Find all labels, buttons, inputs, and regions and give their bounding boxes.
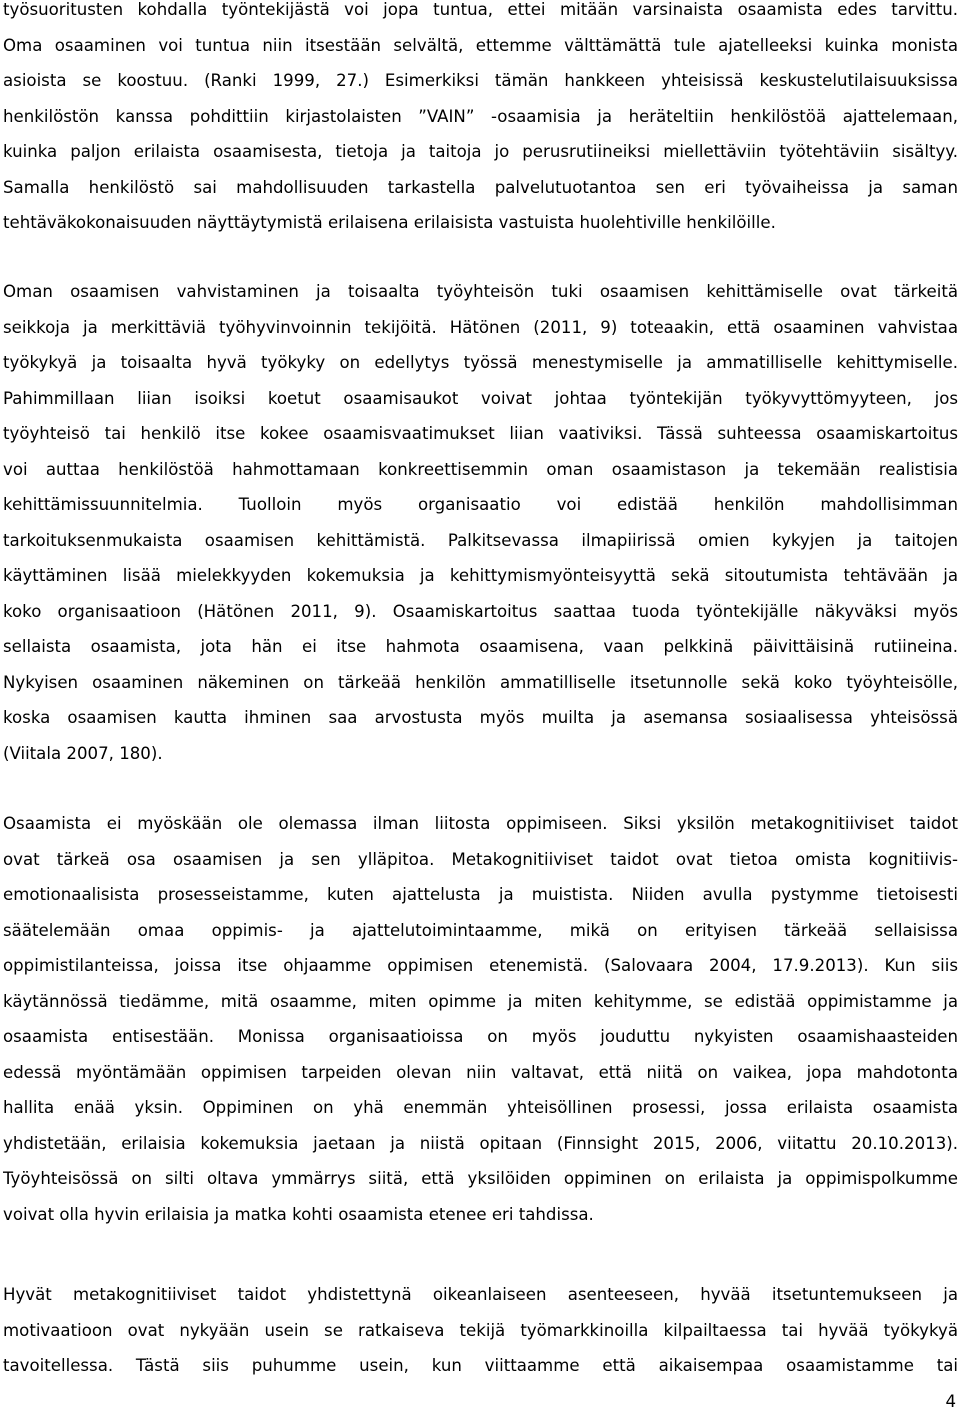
- text-line: Oman osaamisen vahvistaminen ja toisaalta työyhteisön tuki osaamisen kehittämiselle ovat tärkeitä: [3, 282, 958, 301]
- text-line: tavoitellessa. Tästä siis puhumme usein, kun viittaamme että aikaisempaa osaamistamme tai: [3, 1356, 958, 1375]
- text-line: seikkoja ja merkittäviä työhyvinvoinnin tekijöitä. Hätönen (2011, 9) toteaakin, että osaaminen vahvistaa: [3, 317, 958, 337]
- text-line: kuinka paljon erilaista osaamisesta, tietoja ja taitoja jo perusrutiineiksi miellettäviin työtehtäviin sisältyy.: [3, 142, 958, 161]
- text-line: Pahimmillaan liian isoiksi koetut osaamisaukot voivat johtaa työntekijän työkyvyttömyyteen, jos: [3, 388, 958, 408]
- text-line: voivat olla hyvin erilaisia ja matka kohti osaamista etenee eri tahdissa.: [3, 1204, 594, 1224]
- text-line: työkykyä ja toisaalta hyvä työkyky on edellytys työssä menestymiselle ja ammatilliselle kehittymiselle.: [3, 353, 958, 372]
- text-line: asioista se koostuu. (Ranki 1999, 27.) Esimerkiksi tämän hankkeen yhteisissä keskustelutilaisuuksissa: [3, 71, 958, 90]
- text-line: henkilöstön kanssa pohdittiin kirjastolaisten ”VAIN” -osaamisia ja heräteltiin henkilöstöä ajattelemaan,: [3, 106, 958, 126]
- text-line: voi auttaa henkilöstöä hahmottamaan konkreettisemmin oman osaamistason ja tekemään realistisia: [3, 459, 958, 479]
- text-line: Hyvät metakognitiiviset taidot yhdistettynä oikeanlaiseen asenteeseen, hyvää itsetuntemukseen ja: [3, 1285, 958, 1304]
- text-line: motivaatioon ovat nykyään usein se ratkaiseva tekijä työmarkkinoilla kilpailtaessa tai hyvää työkykyä: [3, 1320, 958, 1340]
- text-line: käytännössä tiedämme, mitä osaamme, miten opimme ja miten kehitymme, se edistää oppimistamme ja: [3, 991, 958, 1011]
- text-line: tehtäväkokonaisuuden näyttäytymistä erilaisena erilaisista vastuista huolehtiville henkilöille.: [3, 213, 776, 232]
- text-line: koska osaamisen kautta ihminen saa arvostusta myös muilta ja asemansa sosiaalisessa yhteisössä: [3, 708, 958, 727]
- text-line: emotionaalisista prosesseistamme, kuten ajattelusta ja muistista. Niiden avulla pystymme tietoisesti: [3, 885, 958, 904]
- text-line: Työyhteisössä on silti oltava ymmärrys siitä, että yksilöiden oppiminen on erilaista ja oppimispolkumme: [3, 1169, 958, 1188]
- text-line: koko organisaatioon (Hätönen 2011, 9). Osaamiskartoitus saattaa tuoda työntekijälle näkyväksi myös: [3, 601, 958, 621]
- text-line: sellaista osaamista, jota hän ei itse hahmota osaamisena, vaan pelkkinä päivittäisinä rutiineina.: [3, 637, 958, 656]
- text-line: Osaamista ei myöskään ole olemassa ilman liitosta oppimiseen. Siksi yksilön metakognitiiviset taidot: [3, 814, 958, 833]
- text-line: työsuoritusten kohdalla työntekijästä voi jopa tuntua, ettei mitään varsinaista osaamista edes tarvittu.: [3, 0, 958, 19]
- page-number: 4: [945, 1392, 956, 1411]
- text-line: tarkoituksenmukaista osaamisen kehittämistä. Palkitsevassa ilmapiirissä omien kykyjen ja taitojen: [3, 530, 958, 550]
- text-line: hallita enää yksin. Oppiminen on yhä enemmän yhteisöllinen prosessi, jossa erilaista osaamista: [3, 1098, 958, 1117]
- text-line: yhdistetään, erilaisia kokemuksia jaetaan ja niistä opitaan (Finnsight 2015, 2006, viitattu 20.10.2013).: [3, 1133, 958, 1153]
- text-line: oppimistilanteissa, joissa itse ohjaamme oppimisen etenemistä. (Salovaara 2004, 17.9.2013). Kun siis: [3, 956, 958, 975]
- text-line: edessä myöntämään oppimisen tarpeiden olevan niin valtavat, että niitä on vaikea, jopa mahdotonta: [3, 1062, 958, 1082]
- text-line: Oma osaaminen voi tuntua niin itsestään selvältä, ettemme välttämättä tule ajatelleeksi kuinka monista: [3, 35, 958, 55]
- text-line: kehittämissuunnitelmia. Tuolloin myös organisaatio voi edistää henkilön mahdollisimman: [3, 495, 958, 514]
- text-line: käyttäminen lisää mielekkyyden kokemuksia ja kehittymismyönteisyyttä sekä sitoutumista tehtävään ja: [3, 566, 958, 585]
- text-line: säätelemään omaa oppimis- ja ajattelutoimintaamme, mikä on erityisen tärkeää sellaisissa: [3, 920, 958, 940]
- text-line: ovat tärkeä osa osaamisen ja sen ylläpitoa. Metakognitiiviset taidot ovat tietoa omista kognitiivis-: [3, 849, 958, 869]
- text-line: Nykyisen osaaminen näkeminen on tärkeää henkilön ammatilliselle itsetunnolle sekä koko työyhteisölle,: [3, 672, 958, 692]
- text-line: (Viitala 2007, 180).: [3, 743, 163, 763]
- text-line: työyhteisö tai henkilö itse kokee osaamisvaatimukset liian vaativiksi. Tässä suhteessa osaamiskartoitus: [3, 424, 958, 443]
- text-line: osaamista entisestään. Monissa organisaatioissa on myös jouduttu nykyisten osaamishaasteiden: [3, 1027, 958, 1046]
- text-line: Samalla henkilöstö sai mahdollisuuden tarkastella palvelutuotantoa sen eri työvaiheissa ja saman: [3, 177, 958, 197]
